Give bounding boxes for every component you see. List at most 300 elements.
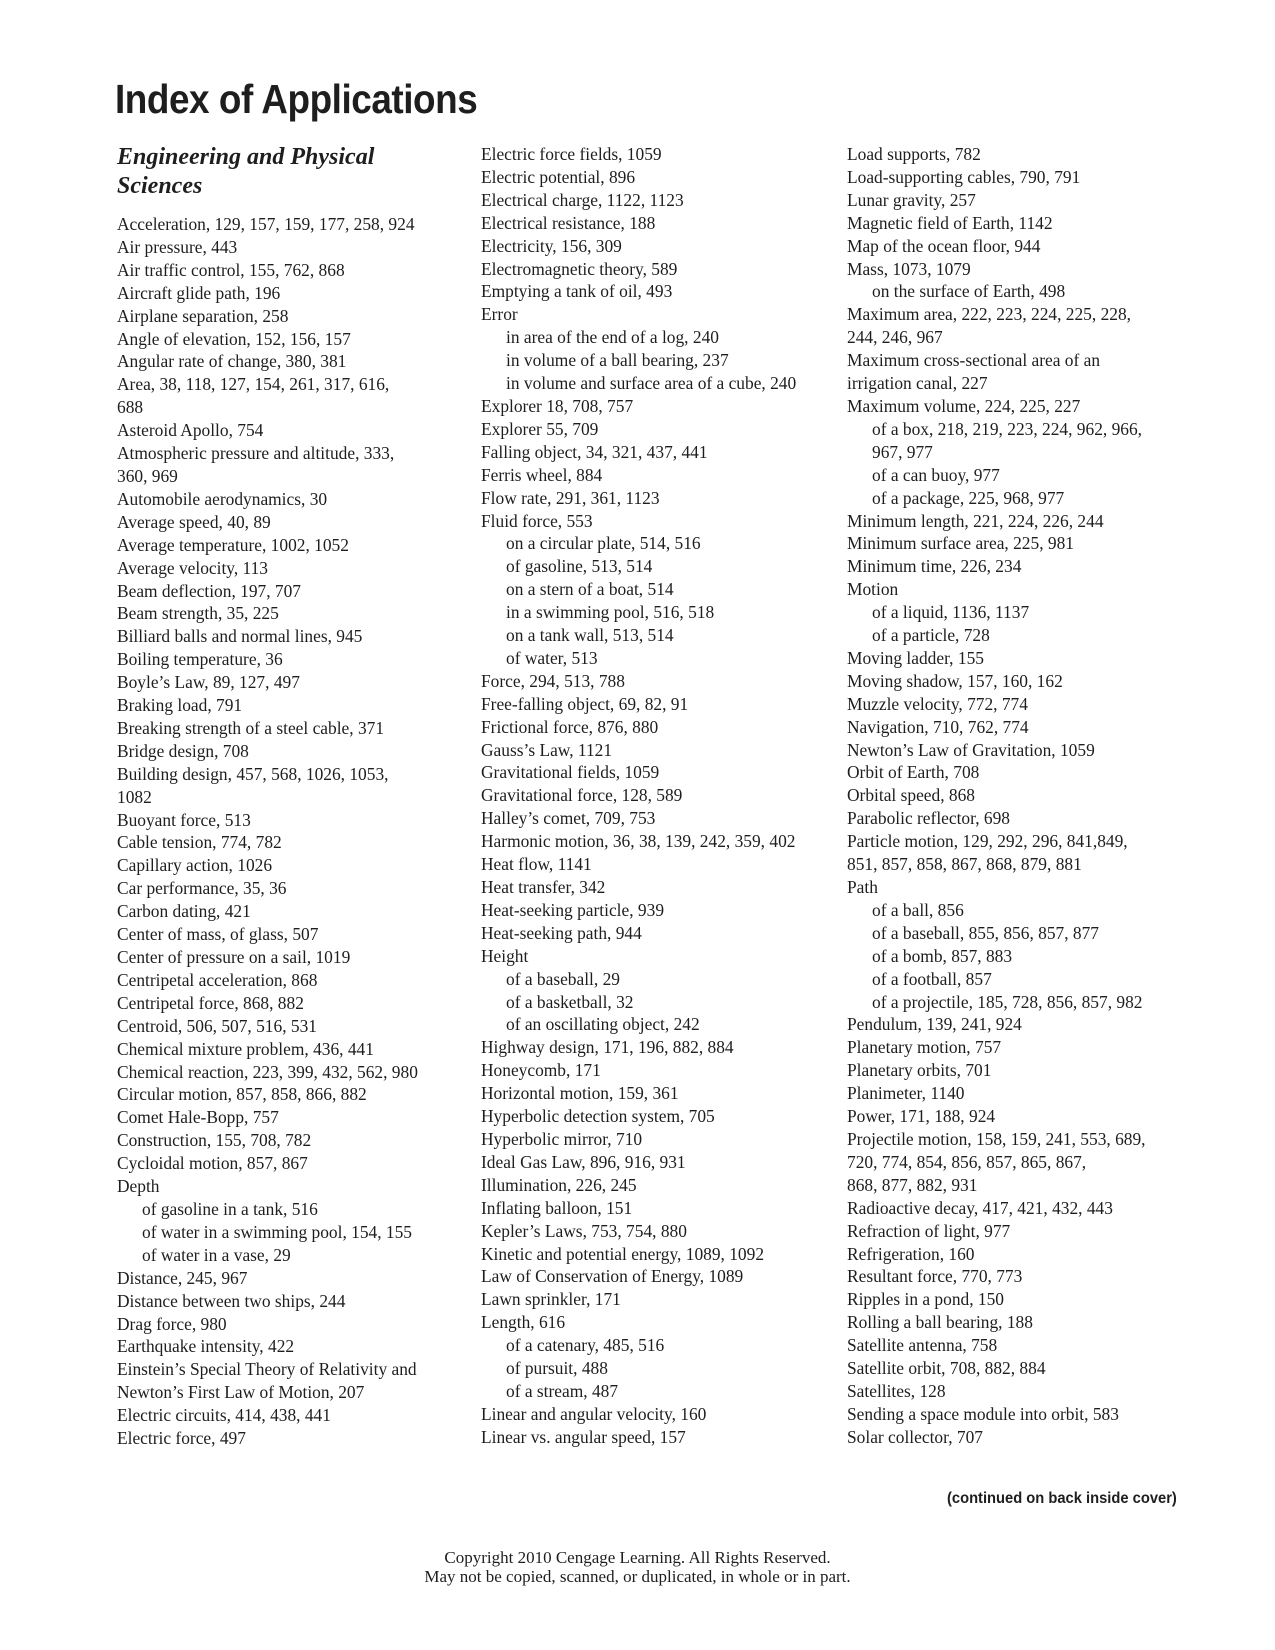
index-entry <box>117 946 457 969</box>
index-entry-text: Kepler’s Laws, 753, 754, 880 <box>481 1220 687 1241</box>
index-entry-text: Electricity, 156, 309 <box>481 235 622 256</box>
index-entry-text: Rolling a ball bearing, 188 <box>847 1312 1033 1333</box>
index-entry-text: Airplane separation, 258 <box>117 305 289 326</box>
index-entry <box>481 395 821 418</box>
index-entry <box>481 487 821 510</box>
index-entry-text: Power, 171, 188, 924 <box>847 1106 996 1127</box>
index-entry <box>481 1082 821 1105</box>
index-entry-text: Beam strength, 35, 225 <box>117 603 279 624</box>
index-entry <box>481 1036 821 1059</box>
index-entry <box>481 1059 821 1082</box>
index-entry-text: Average speed, 40, 89 <box>117 511 271 532</box>
index-entry <box>117 419 457 442</box>
index-entry <box>481 235 821 258</box>
index-entry <box>481 280 821 303</box>
index-entry <box>117 511 457 534</box>
index-entry-text: of water, 513 <box>506 647 598 668</box>
index-entry-text: on a tank wall, 513, 514 <box>506 625 674 646</box>
index-entry-text: Orbit of Earth, 708 <box>847 762 980 783</box>
index-entry-continuation: 851, 857, 858, 867, 868, 879, 881 <box>847 854 1082 875</box>
index-entry <box>117 854 457 877</box>
index-entry-text: Electric potential, 896 <box>481 166 636 187</box>
index-entry-text: Minimum surface area, 225, 981 <box>847 533 1074 554</box>
index-entry-text: Satellites, 128 <box>847 1380 946 1401</box>
index-entry <box>481 441 821 464</box>
index-subentry <box>847 922 1192 945</box>
index-entry-text: Free-falling object, 69, 82, 91 <box>481 693 689 714</box>
copyright-line-1: Copyright 2010 Cengage Learning. All Rights Reserved. <box>444 1548 831 1567</box>
index-entry <box>847 349 1192 395</box>
index-subentry <box>847 280 1192 303</box>
index-entry-text: Load-supporting cables, 790, 791 <box>847 166 1081 187</box>
index-entry-continuation: 688 <box>117 397 144 418</box>
index-entry <box>117 900 457 923</box>
index-entry-text: Kinetic and potential energy, 1089, 1092 <box>481 1243 765 1264</box>
page-title: Index of Applications <box>115 76 478 122</box>
index-entry-text: Cycloidal motion, 857, 867 <box>117 1153 308 1174</box>
index-entry-text: Electric force, 497 <box>117 1428 246 1449</box>
index-entry-text: Breaking strength of a steel cable, 371 <box>117 717 385 738</box>
index-entry-text: in a swimming pool, 516, 518 <box>506 602 715 623</box>
index-subentry <box>847 968 1192 991</box>
index-entry-text: Center of mass, of glass, 507 <box>117 924 319 945</box>
index-entry <box>847 143 1192 166</box>
index-entry-text: Honeycomb, 171 <box>481 1060 601 1081</box>
index-entry-text: Mass, 1073, 1079 <box>847 258 971 279</box>
index-entry-continuation: 868, 877, 882, 931 <box>847 1174 978 1195</box>
index-entry-text: Ideal Gas Law, 896, 916, 931 <box>481 1151 686 1172</box>
index-entry-text: Distance between two ships, 244 <box>117 1290 346 1311</box>
index-entry-text: Ferris wheel, 884 <box>481 464 603 485</box>
index-entry-continuation: 967, 977 <box>872 441 933 462</box>
index-entry-text: Pendulum, 139, 241, 924 <box>847 1014 1022 1035</box>
index-entry-text: Car performance, 35, 36 <box>117 878 287 899</box>
index-entry-text: Muzzle velocity, 772, 774 <box>847 693 1028 714</box>
index-entry-text: Area, 38, 118, 127, 154, 261, 317, 616, <box>117 374 390 395</box>
index-entry-text: in volume and surface area of a cube, 240 <box>506 373 797 394</box>
index-entry <box>481 807 821 830</box>
index-entry <box>847 1288 1192 1311</box>
index-entry-text: Motion <box>847 579 899 600</box>
index-entry-text: of a football, 857 <box>872 968 992 989</box>
index-entry <box>481 1288 821 1311</box>
index-entry <box>847 716 1192 739</box>
index-entry-text: Illumination, 226, 245 <box>481 1174 637 1195</box>
index-entry-text: Center of pressure on a sail, 1019 <box>117 947 351 967</box>
index-entry-text: Capillary action, 1026 <box>117 855 273 876</box>
index-entry <box>847 784 1192 807</box>
index-entry-text: Emptying a tank of oil, 493 <box>481 281 673 302</box>
index-entry <box>117 1083 457 1106</box>
index-entry <box>117 717 457 740</box>
index-entry-text: Braking load, 791 <box>117 695 243 716</box>
index-entry <box>481 830 821 853</box>
index-entry-text: Height <box>481 945 529 966</box>
index-entry-text: of an oscillating object, 242 <box>506 1014 700 1035</box>
index-entry-text: on a stern of a boat, 514 <box>506 579 674 600</box>
index-entry-text: Hyperbolic detection system, 705 <box>481 1106 715 1127</box>
index-entry-text: Gravitational fields, 1059 <box>481 762 660 783</box>
index-entry-text: Depth <box>117 1176 160 1197</box>
index-subentry <box>481 1013 821 1036</box>
index-entry <box>847 1311 1192 1334</box>
index-entry <box>117 1290 457 1313</box>
index-entry-text: Inflating balloon, 151 <box>481 1197 633 1218</box>
index-entry <box>847 166 1192 189</box>
index-entry <box>117 992 457 1015</box>
index-entry-text: Harmonic motion, 36, 38, 139, 242, 359, 402 <box>481 831 796 852</box>
index-entry <box>117 1335 457 1358</box>
index-entry-text: Carbon dating, 421 <box>117 901 251 922</box>
index-entry-text: Boyle’s Law, 89, 127, 497 <box>117 672 300 693</box>
index-entry <box>847 1082 1192 1105</box>
continued-note: (continued on back inside cover) <box>947 1490 1177 1507</box>
index-entry-text: Navigation, 710, 762, 774 <box>847 716 1029 737</box>
index-subentry <box>117 1221 457 1244</box>
index-entry-text: in area of the end of a log, 240 <box>506 327 719 348</box>
index-entry-text: Electrical resistance, 188 <box>481 212 656 233</box>
index-column-2 <box>481 143 821 1449</box>
index-entry-text: Building design, 457, 568, 1026, 1053, <box>117 763 389 784</box>
index-entry-text: of pursuit, 488 <box>506 1358 608 1379</box>
index-entry <box>847 1220 1192 1243</box>
index-entry <box>847 1036 1192 1059</box>
index-entry-text: Earthquake intensity, 422 <box>117 1336 295 1357</box>
index-entry-text: Average temperature, 1002, 1052 <box>117 534 349 555</box>
index-entry <box>847 1105 1192 1128</box>
index-entry-text: Electrical charge, 1122, 1123 <box>481 189 684 210</box>
index-entry-text: Lunar gravity, 257 <box>847 189 976 210</box>
index-entry-text: of a box, 218, 219, 223, 224, 962, 966, <box>872 418 1143 439</box>
index-entry-text: Moving shadow, 157, 160, 162 <box>847 670 1063 691</box>
index-entry <box>847 303 1192 349</box>
index-entry-continuation: 244, 246, 967 <box>847 327 943 348</box>
index-entry <box>481 418 821 441</box>
index-entry <box>117 1313 457 1336</box>
index-entry-text: Moving ladder, 155 <box>847 647 984 668</box>
index-entry-text: Einstein’s Special Theory of Relativity and <box>117 1359 417 1380</box>
section-heading: Engineering and Physical Sciences <box>117 144 375 199</box>
index-entry-text: Frictional force, 876, 880 <box>481 716 659 737</box>
index-entry-text: Heat-seeking path, 944 <box>481 922 642 943</box>
index-entry-text: Horizontal motion, 159, 361 <box>481 1083 679 1104</box>
index-entry <box>481 899 821 922</box>
index-entry-continuation: irrigation canal, 227 <box>847 373 988 394</box>
index-subentry <box>481 601 821 624</box>
index-entry-text: Air traffic control, 155, 762, 868 <box>117 259 345 280</box>
index-entry-text: Chemical reaction, 223, 399, 432, 562, 980 <box>117 1061 418 1082</box>
index-entry <box>117 1267 457 1290</box>
index-entry <box>847 739 1192 762</box>
index-entry-text: Error <box>481 304 518 325</box>
index-entry-text: Load supports, 782 <box>847 144 981 164</box>
index-subentry <box>847 945 1192 968</box>
index-entry <box>117 259 457 282</box>
index-entry-text: Centripetal acceleration, 868 <box>117 969 318 990</box>
index-subentry <box>481 532 821 555</box>
index-entry <box>117 1358 457 1404</box>
index-column-3 <box>847 143 1192 1449</box>
index-entry-text: of a package, 225, 968, 977 <box>872 487 1065 508</box>
index-entry <box>847 693 1192 716</box>
index-entry <box>847 1265 1192 1288</box>
index-entry-text: of water in a swimming pool, 154, 155 <box>142 1221 413 1242</box>
index-entry-text: Minimum time, 226, 234 <box>847 556 1022 577</box>
index-entry-text: Comet Hale-Bopp, 757 <box>117 1107 279 1128</box>
index-entry <box>847 647 1192 670</box>
index-entry <box>481 303 821 326</box>
index-entry-text: Planetary motion, 757 <box>847 1037 1002 1058</box>
index-entry <box>847 235 1192 258</box>
index-entry <box>117 328 457 351</box>
index-entry <box>117 1427 457 1450</box>
index-entry <box>117 236 457 259</box>
index-entry-text: Newton’s Law of Gravitation, 1059 <box>847 739 1095 760</box>
index-entry-text: Cable tension, 774, 782 <box>117 832 282 853</box>
index-entry-text: Construction, 155, 708, 782 <box>117 1130 312 1151</box>
index-entry-text: Beam deflection, 197, 707 <box>117 580 302 601</box>
index-subentry <box>847 487 1192 510</box>
index-entry <box>117 969 457 992</box>
index-entry <box>481 876 821 899</box>
index-entry <box>117 305 457 328</box>
index-entry-text: Map of the ocean floor, 944 <box>847 235 1041 256</box>
index-entry <box>481 189 821 212</box>
index-entry <box>481 853 821 876</box>
index-entry <box>481 212 821 235</box>
index-entry-text: Gauss’s Law, 1121 <box>481 739 613 760</box>
index-entry-text: Orbital speed, 868 <box>847 785 975 806</box>
index-entry <box>481 1311 821 1334</box>
index-entry <box>481 945 821 968</box>
index-entry <box>847 258 1192 281</box>
index-entry-text: Centripetal force, 868, 882 <box>117 992 304 1013</box>
index-entry-text: Distance, 245, 967 <box>117 1267 248 1288</box>
index-subentry <box>481 991 821 1014</box>
index-entry <box>481 693 821 716</box>
index-entry <box>847 1357 1192 1380</box>
index-entry-text: Heat-seeking particle, 939 <box>481 899 665 920</box>
index-entry <box>117 442 457 488</box>
index-entry <box>117 213 457 236</box>
index-entry <box>117 923 457 946</box>
index-entry <box>117 694 457 717</box>
index-subentry <box>481 647 821 670</box>
index-entry-text: in volume of a ball bearing, 237 <box>506 350 729 371</box>
index-entry-text: Particle motion, 129, 292, 296, 841,849, <box>847 831 1128 852</box>
index-entry <box>481 1243 821 1266</box>
index-entry-text: Billiard balls and normal lines, 945 <box>117 626 363 647</box>
index-entry-text: of a baseball, 29 <box>506 968 620 989</box>
index-entry <box>481 922 821 945</box>
index-entry <box>481 761 821 784</box>
index-subentry <box>481 578 821 601</box>
index-entry <box>117 1106 457 1129</box>
index-entry-text: of a projectile, 185, 728, 856, 857, 982 <box>872 991 1143 1012</box>
index-entry <box>117 602 457 625</box>
index-entry <box>117 740 457 763</box>
index-entry-text: of a liquid, 1136, 1137 <box>872 602 1030 623</box>
index-entry <box>847 578 1192 601</box>
index-entry <box>117 1404 457 1427</box>
index-entry <box>481 1105 821 1128</box>
index-entry <box>117 809 457 832</box>
index-subentry <box>481 555 821 578</box>
index-entry <box>117 350 457 373</box>
index-entry <box>117 1175 457 1198</box>
index-entry <box>481 716 821 739</box>
index-entry <box>481 1426 821 1449</box>
index-entry <box>117 625 457 648</box>
index-entry-text: Electric circuits, 414, 438, 441 <box>117 1405 331 1426</box>
index-entry-text: Air pressure, 443 <box>117 236 238 257</box>
index-entry <box>481 143 821 166</box>
index-entry-text: Highway design, 171, 196, 882, 884 <box>481 1037 734 1058</box>
index-entry-text: Path <box>847 877 878 897</box>
index-entry <box>481 258 821 281</box>
index-subentry <box>481 1380 821 1403</box>
index-entry-text: Planimeter, 1140 <box>847 1083 965 1104</box>
index-entry-text: Solar collector, 707 <box>847 1426 983 1447</box>
index-entry-text: Electromagnetic theory, 589 <box>481 258 678 279</box>
index-subentry <box>117 1198 457 1221</box>
index-subentry <box>847 464 1192 487</box>
index-entry-text: of gasoline, 513, 514 <box>506 556 653 577</box>
index-entry-text: of gasoline in a tank, 516 <box>142 1198 318 1219</box>
index-entry <box>847 670 1192 693</box>
index-entry <box>481 510 821 533</box>
index-subentry <box>847 418 1192 464</box>
index-subentry <box>481 326 821 349</box>
copyright-line-2: May not be copied, scanned, or duplicated, in whole or in part. <box>424 1567 851 1586</box>
index-entry-text: Linear and angular velocity, 160 <box>481 1403 707 1424</box>
index-entry <box>847 1243 1192 1266</box>
index-entry-text: Angular rate of change, 380, 381 <box>117 351 347 372</box>
index-entry-text: Buoyant force, 513 <box>117 809 251 830</box>
index-entry-text: Linear vs. angular speed, 157 <box>481 1426 686 1447</box>
index-entry-text: of water in a vase, 29 <box>142 1244 291 1265</box>
index-entry <box>117 534 457 557</box>
index-entry <box>117 557 457 580</box>
index-entry <box>481 1151 821 1174</box>
index-entry <box>481 1265 821 1288</box>
index-subentry <box>481 372 821 395</box>
index-entry-text: Satellite orbit, 708, 882, 884 <box>847 1358 1046 1379</box>
index-entry <box>481 166 821 189</box>
index-entry-text: Maximum area, 222, 223, 224, 225, 228, <box>847 304 1132 325</box>
index-entry-text: Acceleration, 129, 157, 159, 177, 258, 924 <box>117 214 415 234</box>
index-entry-text: of a ball, 856 <box>872 899 964 920</box>
index-entry-text: on the surface of Earth, 498 <box>872 281 1066 302</box>
index-entry-text: Magnetic field of Earth, 1142 <box>847 212 1053 233</box>
index-entry <box>117 831 457 854</box>
index-entry-text: Heat transfer, 342 <box>481 877 606 897</box>
copyright-notice <box>0 1548 1275 1586</box>
index-entry-text: Maximum volume, 224, 225, 227 <box>847 395 1081 416</box>
index-subentry <box>117 1244 457 1267</box>
index-entry-text: Length, 616 <box>481 1312 566 1333</box>
index-entry-text: Aircraft glide path, 196 <box>117 282 281 303</box>
index-entry <box>481 1174 821 1197</box>
index-entry <box>117 877 457 900</box>
index-entry <box>847 1059 1192 1082</box>
index-entry-text: Heat flow, 1141 <box>481 854 592 875</box>
index-entry-text: Atmospheric pressure and altitude, 333, <box>117 443 395 464</box>
index-entry-text: Sending a space module into orbit, 583 <box>847 1403 1119 1424</box>
index-entry <box>847 1013 1192 1036</box>
index-entry <box>117 1129 457 1152</box>
index-subentry <box>847 624 1192 647</box>
index-entry-continuation: 1082 <box>117 786 152 807</box>
index-entry <box>847 1426 1192 1449</box>
index-entry-text: Resultant force, 770, 773 <box>847 1266 1023 1287</box>
index-entry-text: Minimum length, 221, 224, 226, 244 <box>847 510 1104 531</box>
index-entry <box>847 510 1192 533</box>
index-subentry <box>847 601 1192 624</box>
index-entry-text: Fluid force, 553 <box>481 510 593 531</box>
index-entry <box>117 1061 457 1084</box>
index-entry <box>847 1380 1192 1403</box>
index-entry <box>117 488 457 511</box>
index-subentry <box>481 349 821 372</box>
index-entry-text: Explorer 55, 709 <box>481 418 599 439</box>
index-entry <box>481 784 821 807</box>
index-entry-text: of a baseball, 855, 856, 857, 877 <box>872 922 1100 943</box>
index-entry-text: Ripples in a pond, 150 <box>847 1289 1004 1310</box>
index-entry <box>847 830 1192 876</box>
index-entry-text: of a can buoy, 977 <box>872 464 1000 485</box>
index-entry-continuation: 720, 774, 854, 856, 857, 865, 867, <box>847 1151 1087 1172</box>
index-entry-text: of a particle, 728 <box>872 625 990 646</box>
index-entry <box>117 373 457 419</box>
index-entry <box>847 807 1192 830</box>
index-entry <box>847 761 1192 784</box>
index-column-1 <box>117 143 457 1450</box>
index-entry <box>117 282 457 305</box>
index-entry <box>847 189 1192 212</box>
index-entry <box>117 648 457 671</box>
index-entry <box>847 876 1192 899</box>
index-entry <box>481 464 821 487</box>
index-entry-text: Flow rate, 291, 361, 1123 <box>481 487 660 508</box>
index-entry <box>117 763 457 809</box>
index-entry-text: Bridge design, 708 <box>117 740 249 761</box>
index-entry-text: Law of Conservation of Energy, 1089 <box>481 1266 744 1287</box>
index-entry <box>117 580 457 603</box>
index-entry-text: Maximum cross-sectional area of an <box>847 350 1101 371</box>
index-entry-text: Refraction of light, 977 <box>847 1220 1011 1241</box>
index-entry <box>847 1128 1192 1197</box>
index-entry-text: of a catenary, 485, 516 <box>506 1335 665 1356</box>
index-entry-text: Electric force fields, 1059 <box>481 144 662 164</box>
index-entry <box>847 1403 1192 1426</box>
index-entry <box>117 1015 457 1038</box>
index-subentry <box>481 624 821 647</box>
index-entry-text: Angle of elevation, 152, 156, 157 <box>117 328 351 349</box>
index-entry <box>481 1403 821 1426</box>
index-entry <box>481 1197 821 1220</box>
index-entry <box>117 671 457 694</box>
index-entry-text: Automobile aerodynamics, 30 <box>117 488 328 509</box>
index-entry-text: Hyperbolic mirror, 710 <box>481 1128 643 1149</box>
index-entry-text: Asteroid Apollo, 754 <box>117 420 264 441</box>
index-entry-text: Projectile motion, 158, 159, 241, 553, 689, <box>847 1128 1146 1149</box>
index-entry <box>847 532 1192 555</box>
index-entry-continuation: Newton’s First Law of Motion, 207 <box>117 1382 365 1403</box>
index-entry-text: Falling object, 34, 321, 437, 441 <box>481 441 708 462</box>
index-entry-text: Refrigeration, 160 <box>847 1243 975 1264</box>
index-subentry <box>847 899 1192 922</box>
